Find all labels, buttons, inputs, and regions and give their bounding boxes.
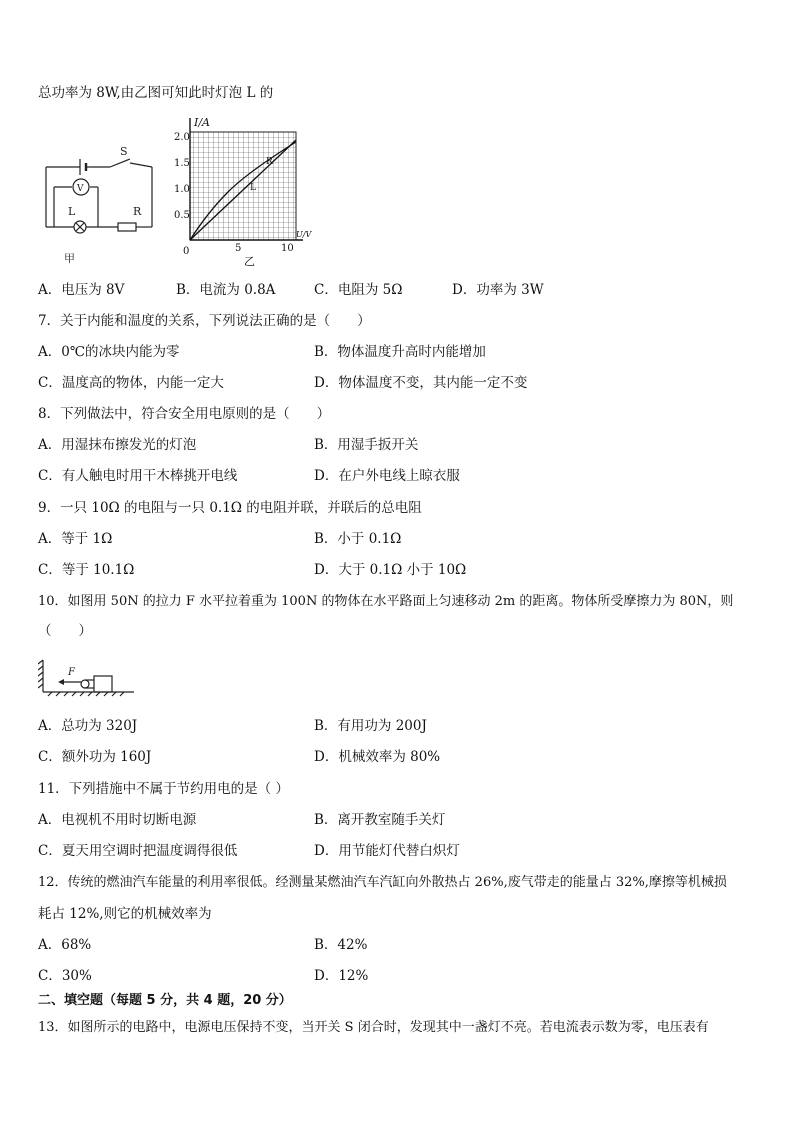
pulley-figure bbox=[38, 658, 138, 700]
q8-option-a: A．用湿抹布擦发光的灯泡 bbox=[38, 437, 197, 453]
q12-option-b: B．42% bbox=[314, 937, 368, 953]
pulley-force-label: F bbox=[68, 667, 75, 678]
q7-option-d: D．物体温度不变，其内能一定不变 bbox=[314, 375, 528, 391]
y-tick-2: 1.5 bbox=[174, 158, 190, 169]
q12-stem-line2: 耗占 12%,则它的机械效率为 bbox=[38, 906, 212, 922]
q8-option-d: D．在户外电线上晾衣服 bbox=[314, 468, 460, 484]
x-tick-0: 0 bbox=[183, 246, 190, 257]
section2-heading: 二、填空题（每题 5 分，共 4 题，20 分） bbox=[38, 993, 292, 1008]
q6-option-b: B．电流为 0.8A bbox=[176, 282, 276, 298]
q10-option-c: C．额外功为 160J bbox=[38, 749, 152, 765]
q10-option-d: D．机械效率为 80% bbox=[314, 749, 441, 765]
q10-stem-line2: （ ） bbox=[38, 623, 92, 639]
q7-option-c: C．温度高的物体，内能一定大 bbox=[38, 375, 224, 391]
x-axis-label: U/V bbox=[296, 230, 312, 239]
q8-option-c: C．有人触电时用干木棒挑开电线 bbox=[38, 468, 238, 484]
q9-option-c: C．等于 10.1Ω bbox=[38, 562, 135, 578]
q11-option-c: C．夏天用空调时把温度调得很低 bbox=[38, 843, 238, 859]
q11-option-a: A．电视机不用时切断电源 bbox=[38, 812, 197, 828]
circuit-label-r: R bbox=[133, 205, 142, 218]
q11-option-d: D．用节能灯代替白炽灯 bbox=[314, 843, 460, 859]
q6-option-c: C．电阻为 5Ω bbox=[314, 282, 403, 298]
y-tick-1: 1.0 bbox=[174, 184, 190, 195]
x-tick-2: 10 bbox=[281, 243, 294, 254]
q13-stem: 13．如图所示的电路中，电源电压保持不变，当开关 S 闭合时，发现其中一盏灯不亮。若电流表示数为零，电压表有 bbox=[38, 1020, 709, 1035]
q7-option-a: A．0℃的冰块内能为零 bbox=[38, 344, 180, 360]
graph-caption: 乙 bbox=[244, 255, 255, 268]
q10-option-a: A．总功为 320J bbox=[38, 718, 138, 734]
x-tick-1: 5 bbox=[235, 243, 242, 254]
q12-stem-line1: 12．传统的燃油汽车能量的利用率很低。经测量某燃油汽车汽缸向外散热占 26%,废气带走的能量占 32%,摩擦等机械损 bbox=[38, 875, 727, 890]
y-tick-0: 0.5 bbox=[174, 210, 190, 221]
q10-option-b: B．有用功为 200J bbox=[314, 718, 427, 734]
circuit-label-l: L bbox=[68, 205, 76, 218]
q9-option-d: D．大于 0.1Ω 小于 10Ω bbox=[314, 562, 467, 578]
y-tick-3: 2.0 bbox=[174, 132, 190, 143]
q8-option-b: B．用湿手扳开关 bbox=[314, 437, 419, 453]
q9-option-b: B．小于 0.1Ω bbox=[314, 531, 402, 547]
q12-option-a: A．68% bbox=[38, 937, 92, 953]
q7-stem: 7．关于内能和温度的关系，下列说法正确的是（ ） bbox=[38, 313, 371, 329]
q6-option-d: D．功率为 3W bbox=[452, 282, 544, 298]
q9-stem: 9．一只 10Ω 的电阻与一只 0.1Ω 的电阻并联，并联后的总电阻 bbox=[38, 500, 422, 516]
curve-label-l: L bbox=[250, 183, 256, 193]
q7-option-b: B．物体温度升高时内能增加 bbox=[314, 344, 486, 360]
circuit-caption: 甲 bbox=[64, 252, 75, 265]
q6-stem-tail: 总功率为 8W,由乙图可知此时灯泡 L 的 bbox=[38, 85, 274, 101]
q11-stem: 11．下列措施中不属于节约用电的是（ ） bbox=[38, 781, 289, 797]
q8-stem: 8．下列做法中，符合安全用电原则的是（ ） bbox=[38, 406, 331, 422]
iu-graph-figure bbox=[168, 112, 328, 270]
q9-option-a: A．等于 1Ω bbox=[38, 531, 113, 547]
circuit-label-v: V bbox=[77, 184, 84, 194]
y-axis-label: I/A bbox=[194, 116, 210, 129]
circuit-label-s: S bbox=[120, 145, 128, 158]
q6-option-a: A．电压为 8V bbox=[38, 282, 125, 298]
q11-option-b: B．离开教室随手关灯 bbox=[314, 812, 446, 828]
q12-option-d: D．12% bbox=[314, 968, 369, 984]
circuit-diagram-figure bbox=[38, 145, 160, 270]
q12-option-c: C．30% bbox=[38, 968, 92, 984]
q10-stem-line1: 10．如图用 50N 的拉力 F 水平拉着重为 100N 的物体在水平路面上匀速移动 2m 的距离。物体所受摩擦力为 80N，则 bbox=[38, 594, 734, 609]
curve-label-r: R bbox=[266, 157, 273, 167]
